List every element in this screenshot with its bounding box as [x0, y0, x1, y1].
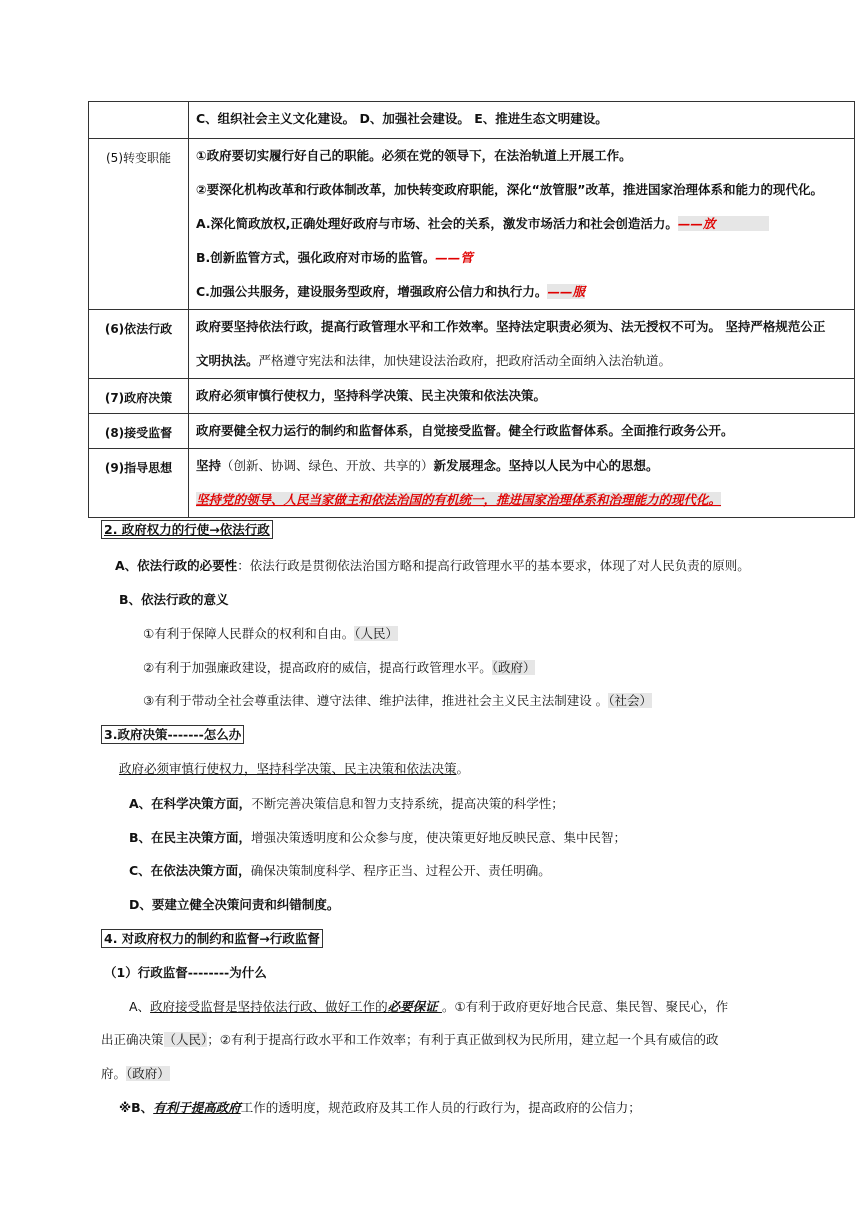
section2-item-3: ③有利于带动全社会尊重法律、遵守法律、维护法律，推进社会主义民主法制建设 。（社会） [143, 693, 652, 708]
row-label-cell [89, 139, 189, 310]
row-label-cell [89, 102, 189, 139]
row5-line4: B.创新监管方式，强化政府对市场的监管。——管 [196, 250, 473, 265]
section2-item-1: ①有利于保障人民群众的权利和自由。（人民） [143, 626, 398, 641]
section4-heading-wrap [101, 929, 323, 947]
section4-heading: 4. 对政府权力的制约和监督→行政监督 [101, 929, 323, 948]
row7-line1: 政府必须审慎行使权力，坚持科学决策、民主决策和依法决策。 [196, 388, 547, 403]
section2-significance-label: B、依法行政的意义 [119, 592, 229, 607]
fu-mark: ——服 [547, 284, 585, 299]
functions-table [88, 101, 855, 518]
row-label: (7)政府决策 [104, 391, 173, 405]
section2-heading: 2. 政府权力的行使→依法行政 [101, 520, 273, 539]
row-label: (6)依法行政 [104, 322, 173, 336]
row-content-cell [189, 139, 855, 310]
row6-line1: 政府要坚持依法行政，提高行政管理水平和工作效率。坚持法定职责必须为、法无授权不可为。 坚持严格规范公正 [196, 319, 826, 334]
row-content-cell [189, 449, 855, 518]
table-row [89, 449, 855, 518]
section4-sub1: （1）行政监督--------为什么 [104, 965, 267, 980]
section3-c: C、在依法决策方面，确保决策制度科学、程序正当、过程公开、责任明确。 [129, 863, 551, 878]
section2-necessity: A、依法行政的必要性：依法行政是贯彻依法治国方略和提高行政管理水平的基本要求，体现了对人民负责的原则。 [115, 558, 750, 573]
row9-line2: 坚持党的领导、人民当家做主和依法治国的有机统一，推进国家治理体系和治理能力的现代化。 [196, 492, 722, 507]
row-label-cell [89, 379, 189, 414]
section3-heading: 3.政府决策-------怎么办 [101, 725, 244, 744]
section4-a-line3: 府。（政府） [101, 1066, 170, 1081]
table-row [89, 310, 855, 379]
section3-heading-wrap [101, 725, 244, 743]
row5-line5: C.加强公共服务，建设服务型政府，增强政府公信力和执行力。——服 [196, 284, 585, 299]
row-label: (9)指导思想 [104, 461, 173, 475]
row-content-cell [189, 414, 855, 449]
table-row [89, 102, 855, 139]
row-label-cell [89, 310, 189, 379]
guan-mark: ——管 [435, 250, 473, 265]
table-row [89, 379, 855, 414]
row9-line1: 坚持（创新、协调、绿色、开放、共享的）新发展理念。坚持以人民为中心的思想。 [196, 458, 659, 473]
section4-b: ※B、有利于提高政府工作的透明度，规范政府及其工作人员的行政行为，提高政府的公信力； [119, 1100, 641, 1115]
row-label: (5)转变职能 [106, 151, 171, 165]
section4-a-line2: 出正确决策（人民）；②有利于提高行政水平和工作效率；有利于真正做到权为民所用，建立起一个具有威信的政 [101, 1032, 719, 1047]
section2-item-2: ②有利于加强廉政建设，提高政府的威信，提高行政管理水平。（政府） [143, 660, 536, 675]
row5-line3: A.深化简政放权,正确处理好政府与市场、社会的关系，激发市场活力和社会创造活力。——放 [189, 207, 854, 241]
row-label: (8)接受监督 [104, 426, 173, 440]
row6-line2: 文明执法。严格遵守宪法和法律，加快建设法治政府，把政府活动全面纳入法治轨道。 [196, 353, 672, 368]
row5-line2: ②要深化机构改革和行政体制改革，加快转变政府职能，深化“放管服”改革，推进国家治理体系和能力的现代化。 [196, 182, 824, 197]
row0-line1: C、组织社会主义文化建设。 D、加强社会建设。 E、推进生态文明建设。 [196, 111, 608, 126]
row-content-cell [189, 310, 855, 379]
row8-line1: 政府要健全权力运行的制约和监督体系，自觉接受监督。健全行政监督体系。全面推行政务公开。 [196, 423, 734, 438]
section3-b: B、在民主决策方面，增强决策透明度和公众参与度，使决策更好地反映民意、集中民智； [129, 830, 627, 845]
row-label-cell [89, 449, 189, 518]
section2-heading-wrap [101, 520, 273, 538]
row-content-cell [189, 102, 855, 139]
fang-mark: ——放 [678, 216, 770, 231]
section3-a: A、在科学决策方面，不断完善决策信息和智力支持系统，提高决策的科学性； [129, 796, 564, 811]
table-row [89, 139, 855, 310]
row-label-cell [89, 414, 189, 449]
section4-a-line1: A、政府接受监督是坚持依法行政、做好工作的必要保证 。①有利于政府更好地合民意、集民智、聚民心，作 [129, 999, 729, 1014]
table-row [89, 414, 855, 449]
row5-line1: ①政府要切实履行好自己的职能。必须在党的领导下，在法治轨道上开展工作。 [196, 148, 632, 163]
row-content-cell [189, 379, 855, 414]
section3-intro: 政府必须审慎行使权力，坚持科学决策、民主决策和依法决策。 [119, 761, 470, 776]
section3-d: D、要建立健全决策问责和纠错制度。 [129, 897, 340, 912]
